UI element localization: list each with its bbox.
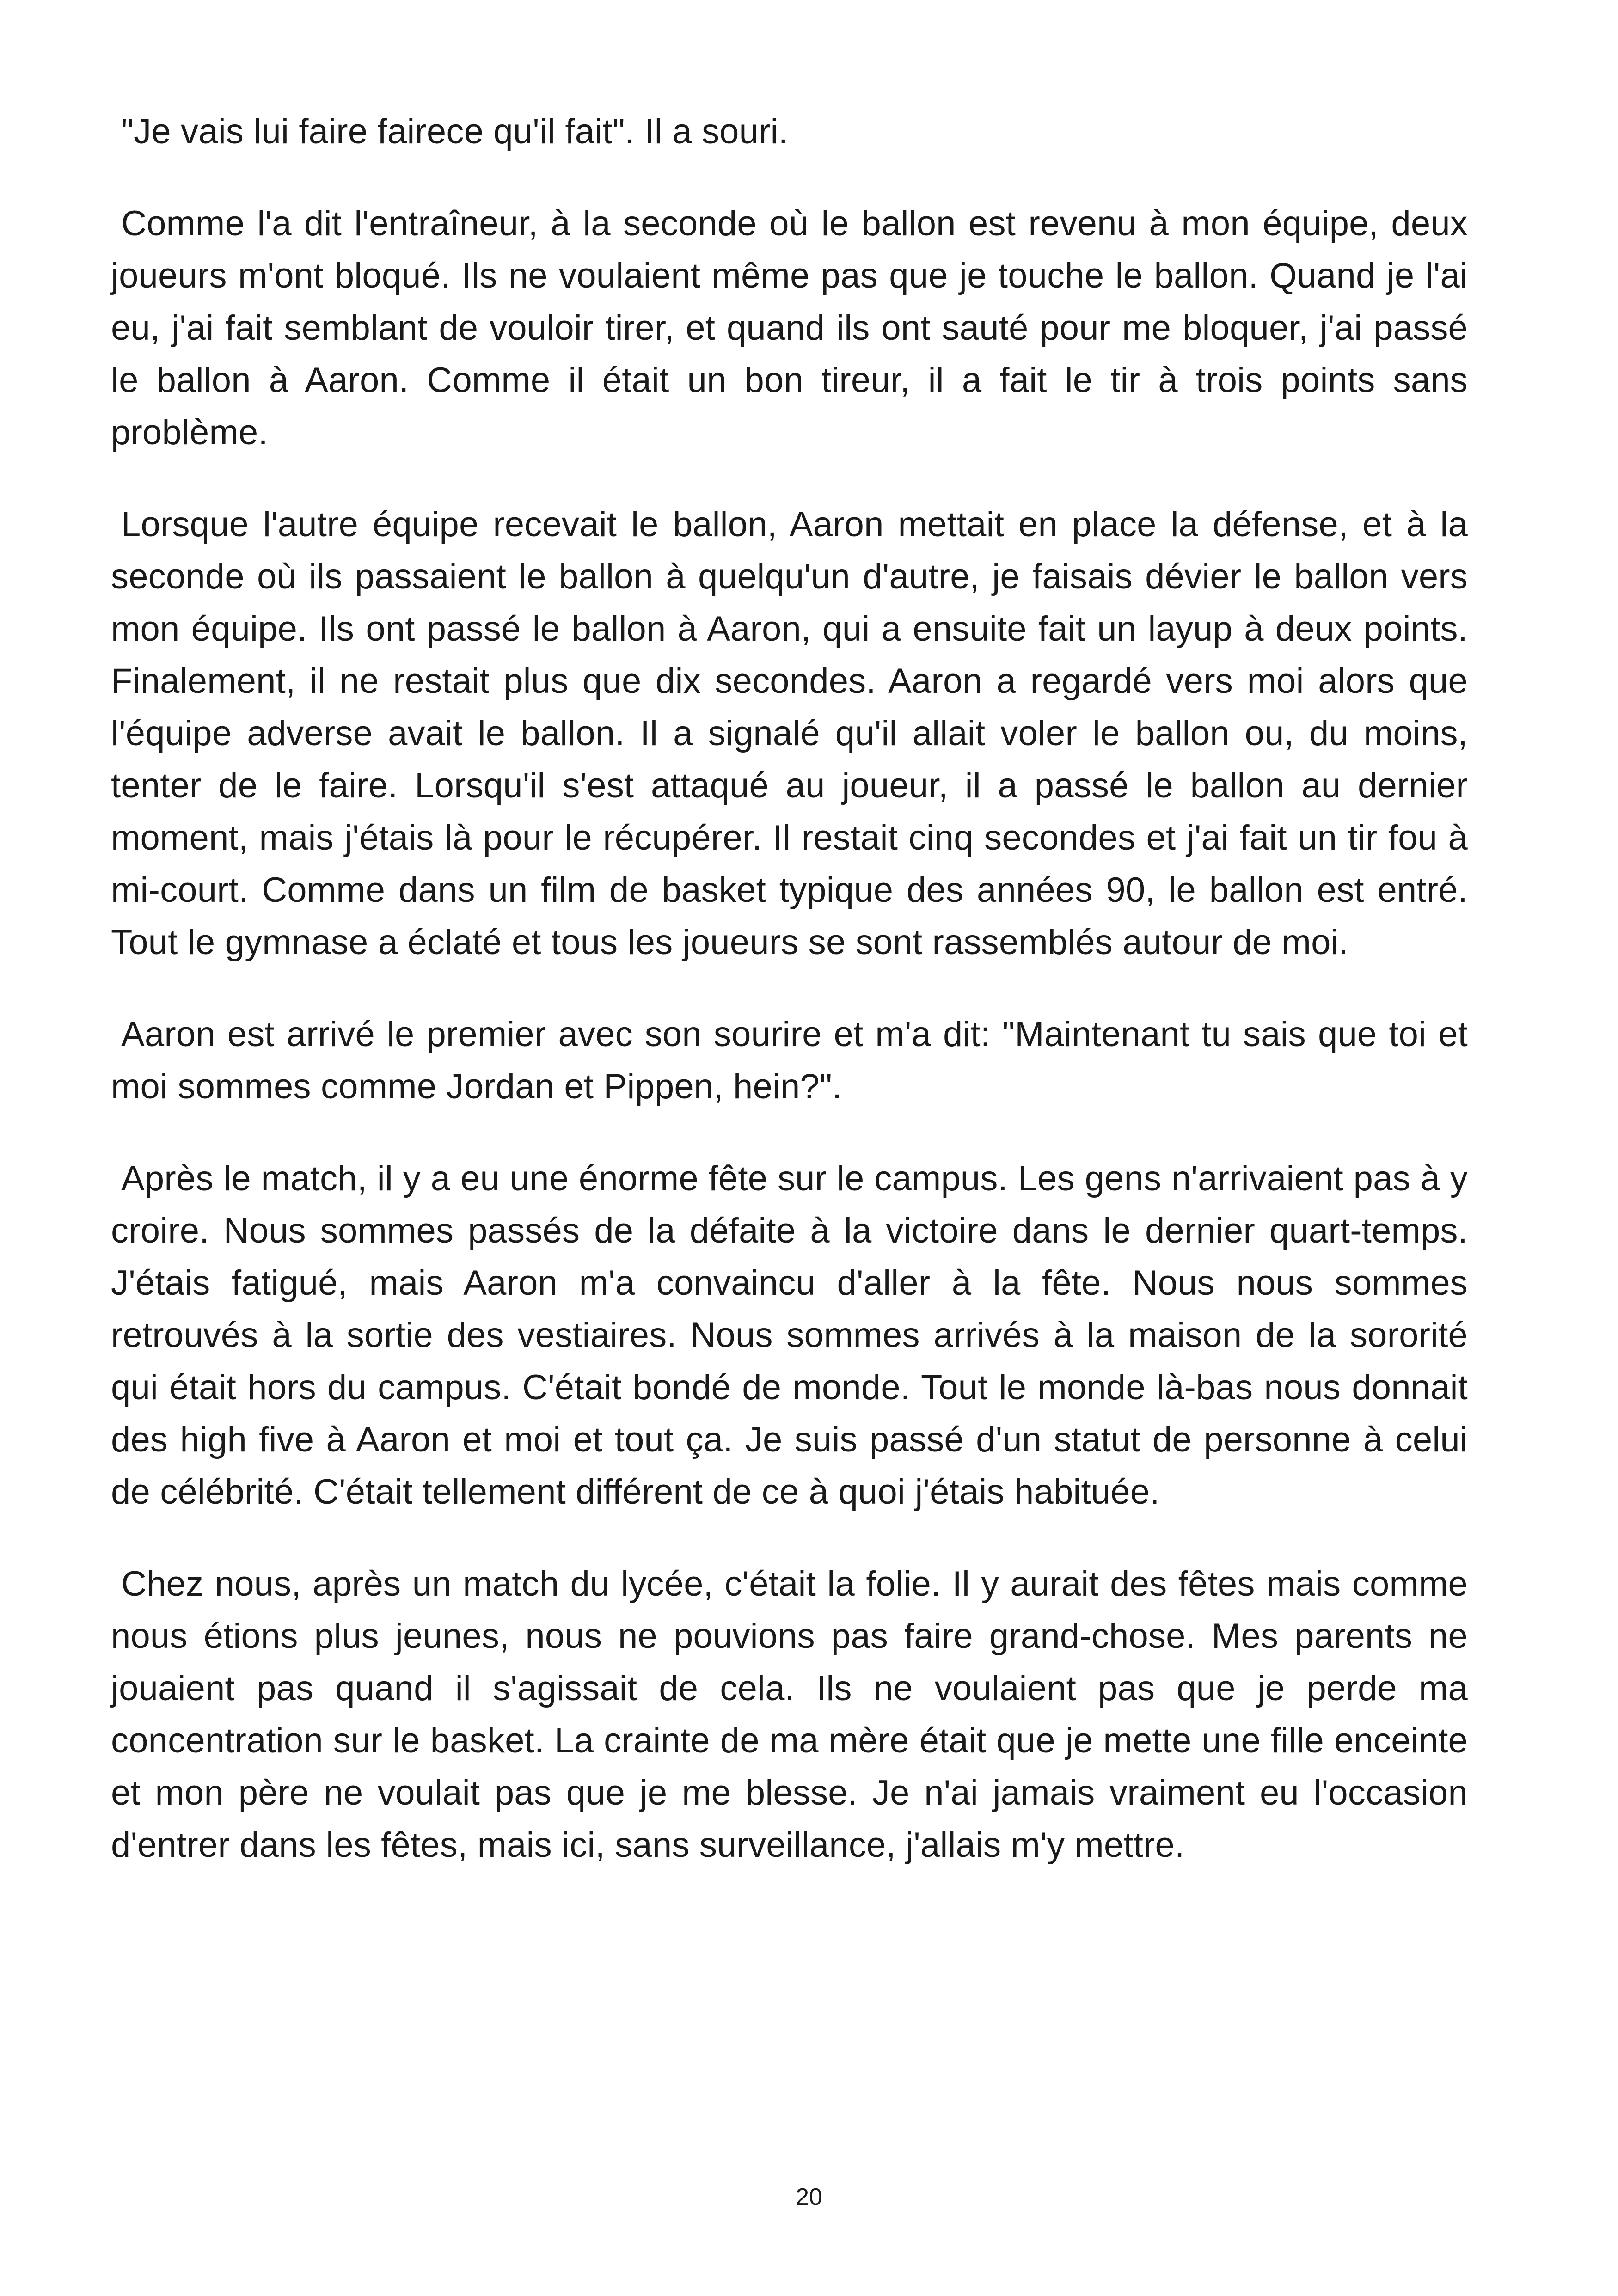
- page-number: 20: [796, 2184, 822, 2210]
- paragraph-6: Chez nous, après un match du lycée, c'était la folie. Il y aurait des fêtes mais comme nous étions plus jeunes, nous ne pouvions pas faire grand-chose. Mes parents ne jouaient pas quand il s'agissait de cela. Ils ne voulaient pas que je perde ma concentration sur le basket. La crainte de ma mère était que je mette une fille enceinte et mon père ne voulait pas que je me blesse. Je n'ai jamais vraiment eu l'occasion d'entrer dans les fêtes, mais ici, sans surveillance, j'allais m'y mettre.: [111, 1564, 1468, 1865]
- paragraph-5: Après le match, il y a eu une énorme fête sur le campus. Les gens n'arrivaient pas à y croire. Nous sommes passés de la défaite à la victoire dans le dernier quart-temps. J'étais fatigué, mais Aaron m'a convaincu d'aller à la fête. Nous nous sommes retrouvés à la sortie des vestiaires. Nous sommes arrivés à la maison de la sororité qui était hors du campus. C'était bondé de monde. Tout le monde là-bas nous donnait des high five à Aaron et moi et tout ça. Je suis passé d'un statut de personne à celui de célébrité. C'était tellement différent de ce à quoi j'étais habituée.: [111, 1159, 1468, 1512]
- paragraph-3: Lorsque l'autre équipe recevait le ballon, Aaron mettait en place la défense, et à la seconde où ils passaient le ballon à quelqu'un d'autre, je faisais dévier le ballon vers mon équipe. Ils ont passé le ballon à Aaron, qui a ensuite fait un layup à deux points. Finalement, il ne restait plus que dix secondes. Aaron a regardé vers moi alors que l'équipe adverse avait le ballon. Il a signalé qu'il allait voler le ballon ou, du moins, tenter de le faire. Lorsqu'il s'est attaqué au joueur, il a passé le ballon au dernier moment, mais j'étais là pour le récupérer. Il restait cinq secondes et j'ai fait un tir fou à mi-court. Comme dans un film de basket typique des années 90, le ballon est entré. Tout le gymnase a éclaté et tous les joueurs se sont rassemblés autour de moi.: [111, 505, 1468, 962]
- paragraph-4: Aaron est arrivé le premier avec son sourire et m'a dit: "Maintenant tu sais que toi et moi sommes comme Jordan et Pippen, hein?".: [111, 1015, 1468, 1106]
- page-body: [111, 105, 1468, 1911]
- paragraph-1: "Je vais lui faire fairece qu'il fait". Il a souri.: [121, 112, 789, 151]
- paragraph-2: Comme l'a dit l'entraîneur, à la seconde où le ballon est revenu à mon équipe, deux joueurs m'ont bloqué. Ils ne voulaient même pas que je touche le ballon. Quand je l'ai eu, j'ai fait semblant de vouloir tirer, et quand ils ont sauté pour me bloquer, j'ai passé le ballon à Aaron. Comme il était un bon tireur, il a fait le tir à trois points sans problème.: [111, 204, 1468, 452]
